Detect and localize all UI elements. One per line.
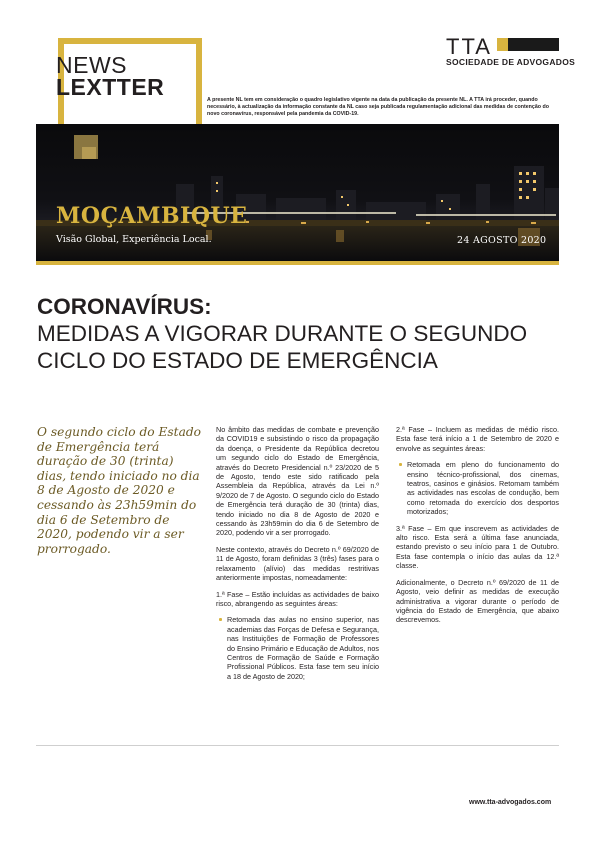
tagline: Visão Global, Experiência Local. xyxy=(56,234,212,245)
headline-line2: MEDIDAS A VIGORAR DURANTE O SEGUNDO xyxy=(37,321,528,346)
tta-logo-text: TTA xyxy=(446,34,492,59)
headline-line1: CORONAVÍRUS: xyxy=(37,294,212,319)
footer-divider xyxy=(36,745,559,746)
headline-line3: CICLO DO ESTADO DE EMERGÊNCIA xyxy=(37,348,438,373)
paragraph: No âmbito das medidas de combate e prevenção da COVID19 e subsistindo o risco da propagação da doença, o Presidente da República decretou um segundo ciclo do Estado de Emergência, através do Decreto Presidencial n.º 23/2020 de 5 de Agosto, tendo este sido ratificado pela Assembleia da República, através da Lei n.º 9/2020 de 7 de Agosto. O segundo ciclo do Estado de Emergência terá duração de 30 (trinta) dias, tendo iniciado no dia 8 de Agosto de 2020 e cessando às 23h59min do dia 6 de Setembro de 2020, podendo vir a ser prorrogado. xyxy=(216,425,379,538)
issue-date: 24 AGOSTO 2020 xyxy=(457,235,547,246)
article-headline xyxy=(37,294,567,374)
bullet-list xyxy=(216,615,379,681)
paragraph: 3.ª Fase – Em que inscrevem as actividades de alto risco. Esta será a última fase anunciada, estando previsto o seu início para 1 de Outubro. Esta fase contempla o início das aulas da 12.ª classe. xyxy=(396,523,559,571)
list-item: Retomada em pleno do funcionamento do ensino técnico-profissional, dos cinemas, teatros, casinos e ginásios. Retomam também as actividades nas escolas de condução, bem como retomada do exercício dos desportos motorizados; xyxy=(407,460,559,517)
list-item: Retomada das aulas no ensino superior, nas academias das Forças de Defesa e Segurança, nas Instituições de Formação de Professores do Ensino Primário e Educação de Adultos, nos Centros de Formação de Saúde e Formação Profissional Públicos. Esta fase tem seu início a 18 de Agosto de 2020; xyxy=(227,615,379,681)
logo-black-bar xyxy=(508,38,559,51)
bullet-list xyxy=(396,460,559,516)
paragraph: Adicionalmente, o Decreto n.º 69/2020 de 11 de Agosto, veio definir as medidas de execução administrativa a vigorar durante o período de vigência do Estado de Emergência, que abaixo descrevemos. xyxy=(396,577,559,625)
body-column-1 xyxy=(216,425,379,688)
disclaimer: A presente NL tem em consideração o quadro legislativo vigente na data da publicação da presente NL. A TTA irá proceder, quando necessário, à actualização da informação constante da NL caso seja publicada regulamentação adicional das medidas de contenção do novo coronavírus, responsável pela pandemia da COVID-19. xyxy=(207,97,549,117)
decorative-square-light xyxy=(82,147,96,159)
logo-gold-bar xyxy=(497,38,508,51)
newsletter-title-line1: NEWS xyxy=(56,52,127,78)
paragraph: 2.ª Fase – Incluem as medidas de médio risco. Esta fase terá início a 1 de Setembro de 2020 e envolve as seguintes áreas: xyxy=(396,425,559,453)
country-title: MOÇAMBIQUE xyxy=(56,203,248,229)
newsletter-title-line2: LEXTTER xyxy=(56,73,165,100)
lead-paragraph: O segundo ciclo do Estado de Emergência terá duração de 30 (trinta) dias, tendo iniciado no dia 8 de Agosto de 2020 e cessando às 23h59min do dia 6 de Setembro de 2020, podendo vir a ser prorrogado. xyxy=(37,425,201,556)
paragraph: 1.ª Fase – Estão incluídas as actividades de baixo risco, abrangendo as seguintes áreas: xyxy=(216,589,379,608)
banner-gold-strip xyxy=(36,261,559,265)
website-link[interactable]: www.tta-advogados.com xyxy=(469,799,552,806)
logo-subtitle: SOCIEDADE DE ADVOGADOS xyxy=(446,57,576,67)
newsletter-title xyxy=(56,52,165,100)
body-column-2 xyxy=(396,425,559,632)
paragraph: Neste contexto, através do Decreto n.º 69/2020 de 11 de Agosto, foram definidas 3 (três) fases para o relaxamento (alívio) das medidas restritivas anteriormente impostas, nomeadamente: xyxy=(216,544,379,583)
